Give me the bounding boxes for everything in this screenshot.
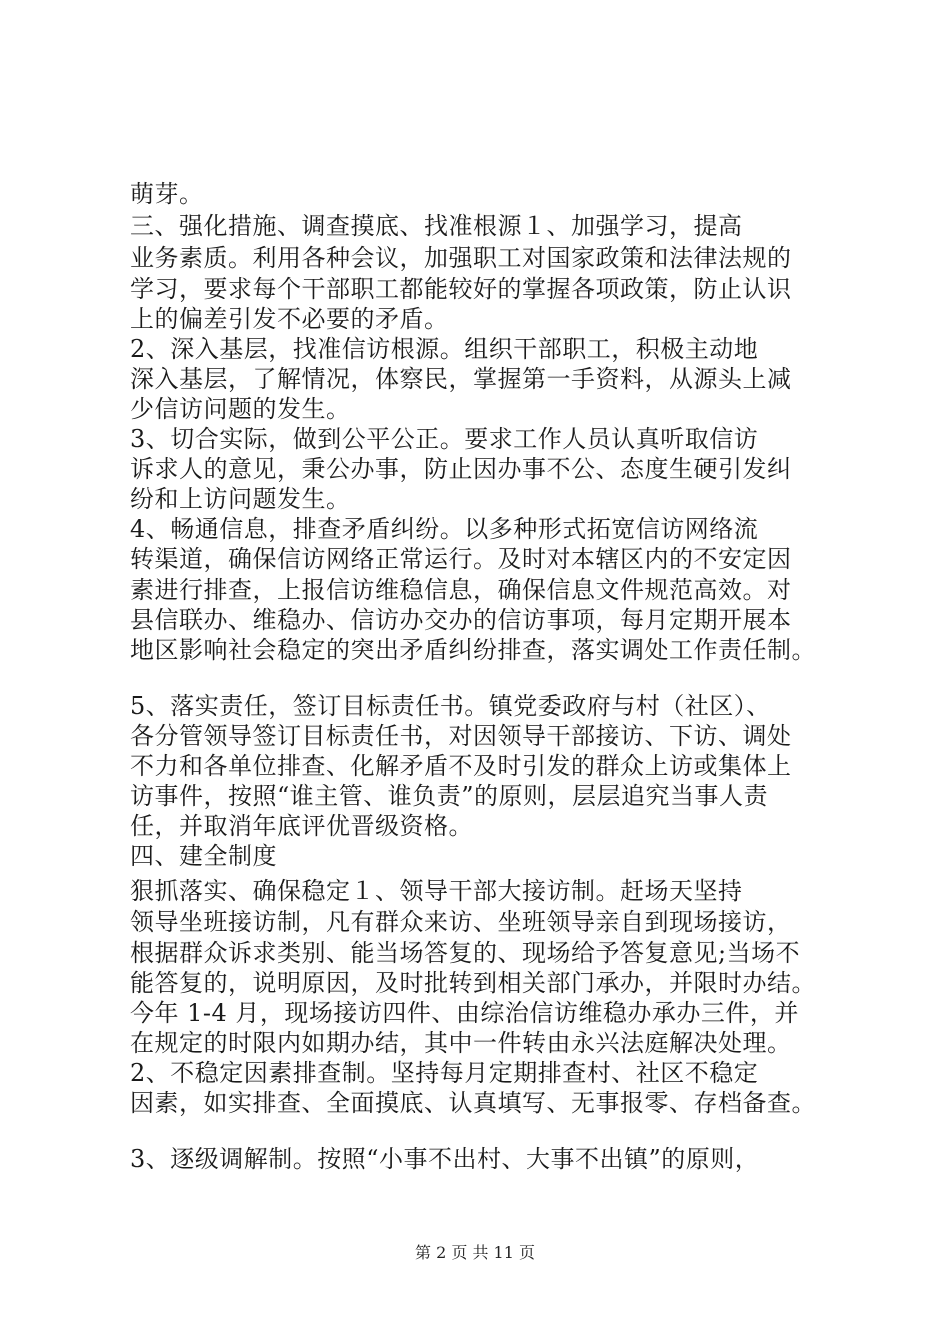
text-line: 根据群众诉求类别、能当场答复的、现场给予答复意见;当场不 — [130, 939, 801, 967]
text-line: 2、深入基层，找准信访根源。组织干部职工，积极主动地 — [130, 335, 759, 363]
text-line: 今年 1-4 月，现场接访四件、由综治信访维稳办承办三件，并 — [130, 999, 799, 1027]
text-line: 任，并取消年底评优晋级资格。 — [130, 812, 473, 840]
text-line: 学习，要求每个干部职工都能较好的掌握各项政策，防止认识 — [130, 275, 792, 303]
text-line: 3、切合实际，做到公平公正。要求工作人员认真听取信访 — [130, 425, 759, 453]
text-line: 不力和各单位排查、化解矛盾不及时引发的群众上访或集体上 — [130, 752, 792, 780]
text-line: 狠抓落实、确保稳定１、领导干部大接访制。赶场天坚持 — [130, 877, 743, 905]
text-line: 访事件，按照“谁主管、谁负责”的原则，层层追究当事人责 — [130, 782, 769, 810]
text-line: 5、落实责任，签订目标责任书。镇党委政府与村（社区）、 — [130, 692, 771, 720]
text-line: 2、不稳定因素排查制。坚持每月定期排查村、社区不稳定 — [130, 1059, 759, 1087]
text-line: 三、强化措施、调查摸底、找准根源１、加强学习，提高 — [130, 212, 743, 240]
text-line: 领导坐班接访制，凡有群众来访、坐班领导亲自到现场接访， — [130, 908, 792, 936]
text-line: 能答复的，说明原因，及时批转到相关部门承办，并限时办结。 — [130, 969, 816, 997]
text-line: 诉求人的意见，秉公办事，防止因办事不公、态度生硬引发纠 — [130, 455, 792, 483]
text-line: 深入基层，了解情况，体察民，掌握第一手资料，从源头上减 — [130, 365, 792, 393]
text-line: 萌芽。 — [130, 180, 204, 208]
text-line: 3、逐级调解制。按照“小事不出村、大事不出镇”的原则， — [130, 1145, 760, 1173]
text-line: 各分管领导签订目标责任书，对因领导干部接访、下访、调处 — [130, 722, 792, 750]
text-line: 上的偏差引发不必要的矛盾。 — [130, 305, 449, 333]
text-line: 地区影响社会稳定的突出矛盾纠纷排查，落实调处工作责任制。 — [130, 636, 816, 664]
text-line: 县信联办、维稳办、信访办交办的信访事项，每月定期开展本 — [130, 606, 792, 634]
text-line: 因素，如实排查、全面摸底、认真填写、无事报零、存档备查。 — [130, 1089, 816, 1117]
text-line: 少信访问题的发生。 — [130, 395, 351, 423]
page-number-footer: 第 2 页 共 11 页 — [415, 1243, 535, 1262]
text-line: 转渠道，确保信访网络正常运行。及时对本辖区内的不安定因 — [130, 545, 792, 573]
text-line: 业务素质。利用各种会议，加强职工对国家政策和法律法规的 — [130, 244, 792, 272]
text-line: 四、建全制度 — [130, 842, 277, 870]
text-line: 纷和上访问题发生。 — [130, 485, 351, 513]
text-line: 4、畅通信息，排查矛盾纠纷。以多种形式拓宽信访网络流 — [130, 515, 759, 543]
text-line: 素进行排查，上报信访维稳信息，确保信息文件规范高效。对 — [130, 576, 792, 604]
text-line: 在规定的时限内如期办结，其中一件转由永兴法庭解决处理。 — [130, 1029, 792, 1057]
